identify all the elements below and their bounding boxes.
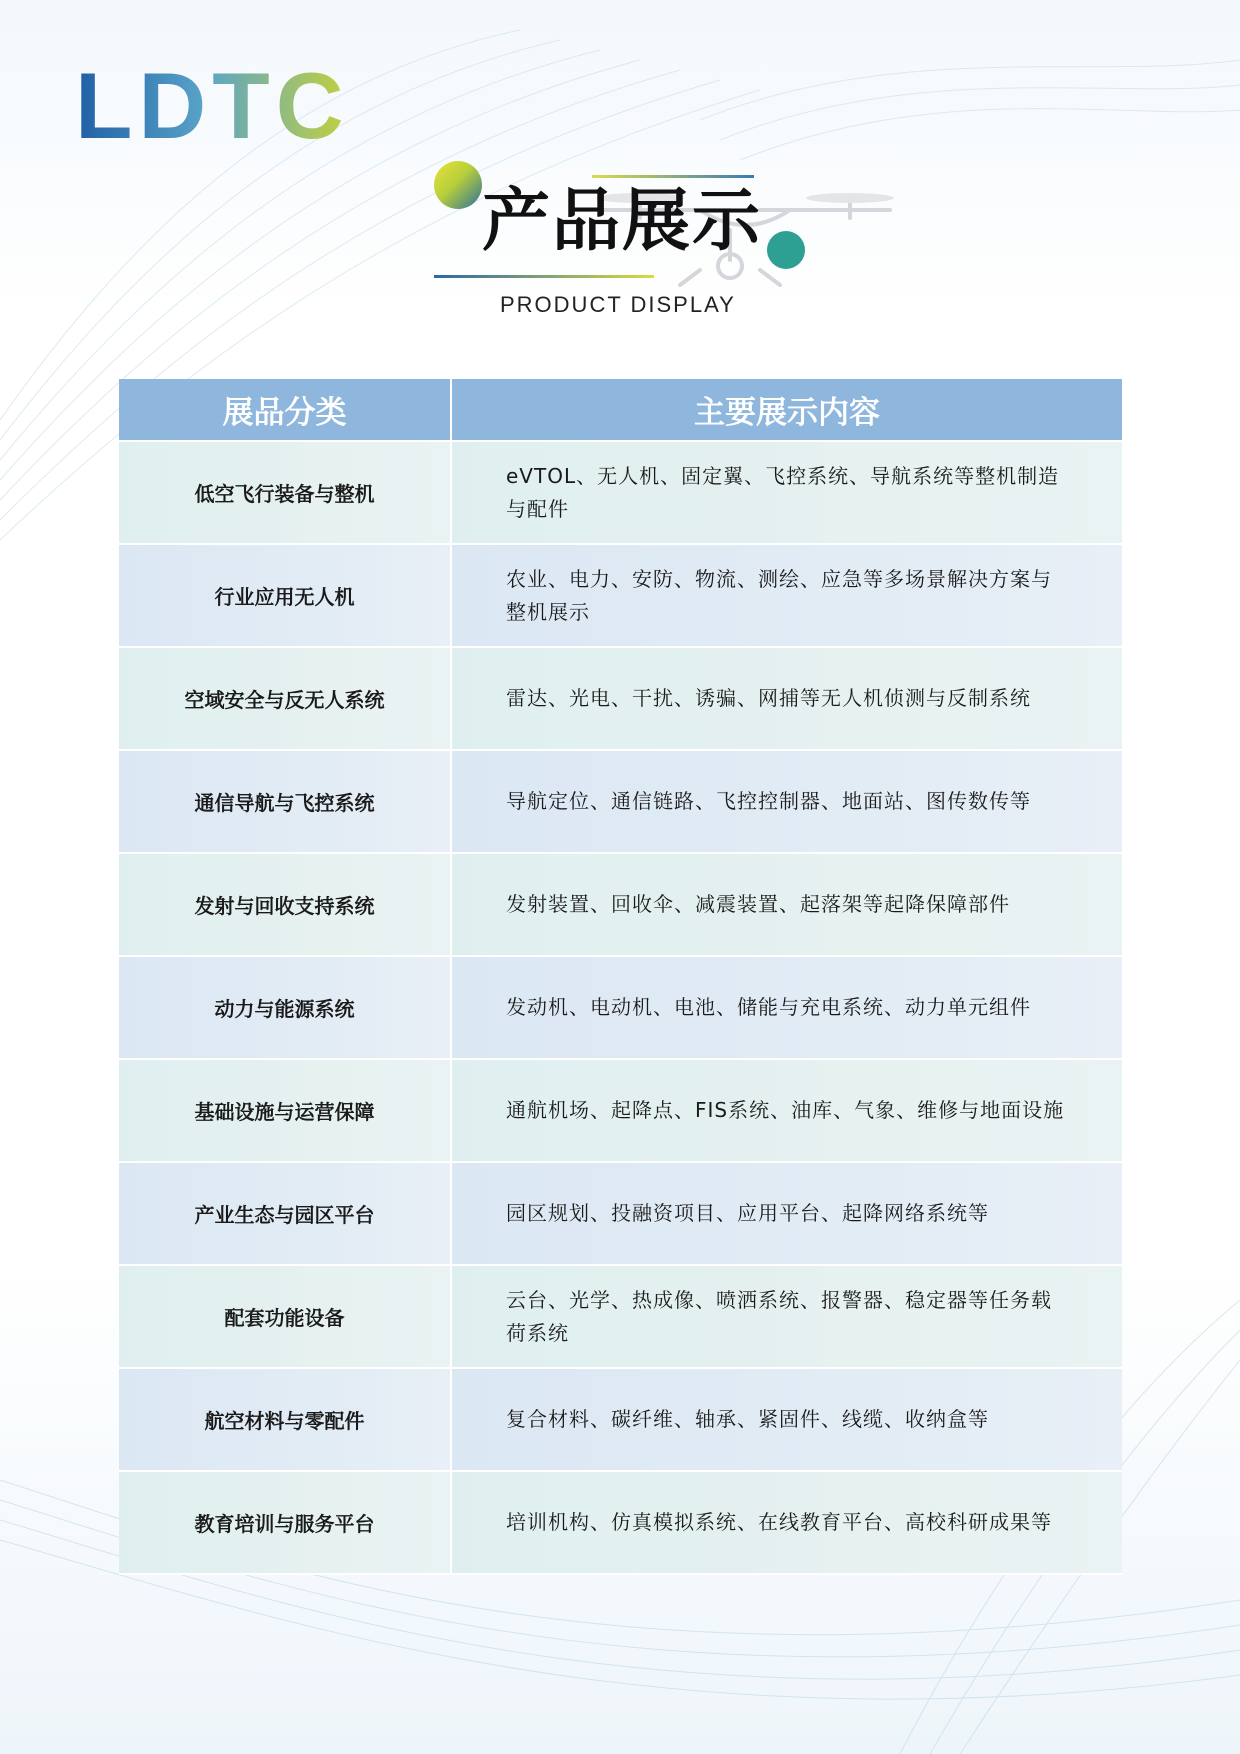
- category-cell: 产业生态与园区平台: [119, 1162, 451, 1265]
- table-row: [119, 853, 1122, 956]
- page-subtitle: PRODUCT DISPLAY: [500, 292, 736, 317]
- table-row: [119, 1059, 1122, 1162]
- category-cell: 基础设施与运营保障: [119, 1059, 451, 1162]
- table-row: [119, 956, 1122, 1059]
- title-accent-line-bottom: [434, 275, 654, 278]
- category-cell: 教育培训与服务平台: [119, 1471, 451, 1574]
- ldtc-logo: [75, 53, 365, 158]
- category-cell: 行业应用无人机: [119, 544, 451, 647]
- category-cell: 空域安全与反无人系统: [119, 647, 451, 750]
- content-cell: 导航定位、通信链路、飞控控制器、地面站、图传数传等: [451, 750, 1122, 853]
- table-row: [119, 1471, 1122, 1574]
- content-cell: 雷达、光电、干扰、诱骗、网捕等无人机侦测与反制系统: [451, 647, 1122, 750]
- category-cell: 动力与能源系统: [119, 956, 451, 1059]
- content-cell: 培训机构、仿真模拟系统、在线教育平台、高校科研成果等: [451, 1471, 1122, 1574]
- content-cell: 发射装置、回收伞、减震装置、起落架等起降保障部件: [451, 853, 1122, 956]
- content-cell: 农业、电力、安防、物流、测绘、应急等多场景解决方案与整机展示: [451, 544, 1122, 647]
- yellow-dot-decoration: [434, 161, 482, 209]
- page-title: 产品展示: [482, 182, 763, 261]
- title-accent-line-top: [592, 175, 754, 178]
- table-row: [119, 441, 1122, 544]
- table-header-row: [119, 379, 1122, 441]
- content-cell: 发动机、电动机、电池、储能与充电系统、动力单元组件: [451, 956, 1122, 1059]
- category-cell: 航空材料与零配件: [119, 1368, 451, 1471]
- content-cell: 通航机场、起降点、FIS系统、油库、气象、维修与地面设施: [451, 1059, 1122, 1162]
- product-table: [119, 379, 1122, 1575]
- category-cell: 配套功能设备: [119, 1265, 451, 1368]
- category-cell: 通信导航与飞控系统: [119, 750, 451, 853]
- teal-dot-decoration: [767, 231, 805, 269]
- table-row: [119, 647, 1122, 750]
- category-cell: 发射与回收支持系统: [119, 853, 451, 956]
- table-row: [119, 544, 1122, 647]
- header-category: 展品分类: [119, 379, 451, 441]
- category-cell: 低空飞行装备与整机: [119, 441, 451, 544]
- title-block: [430, 150, 890, 330]
- table-row: [119, 1162, 1122, 1265]
- table-row: [119, 1265, 1122, 1368]
- table-row: [119, 1368, 1122, 1471]
- header-content: 主要展示内容: [451, 379, 1122, 441]
- content-cell: 复合材料、碳纤维、轴承、紧固件、线缆、收纳盒等: [451, 1368, 1122, 1471]
- logo-text: LDTC: [75, 60, 365, 152]
- content-cell: 云台、光学、热成像、喷洒系统、报警器、稳定器等任务载荷系统: [451, 1265, 1122, 1368]
- content-cell: 园区规划、投融资项目、应用平台、起降网络系统等: [451, 1162, 1122, 1265]
- content-cell: eVTOL、无人机、固定翼、飞控系统、导航系统等整机制造与配件: [451, 441, 1122, 544]
- table-row: [119, 750, 1122, 853]
